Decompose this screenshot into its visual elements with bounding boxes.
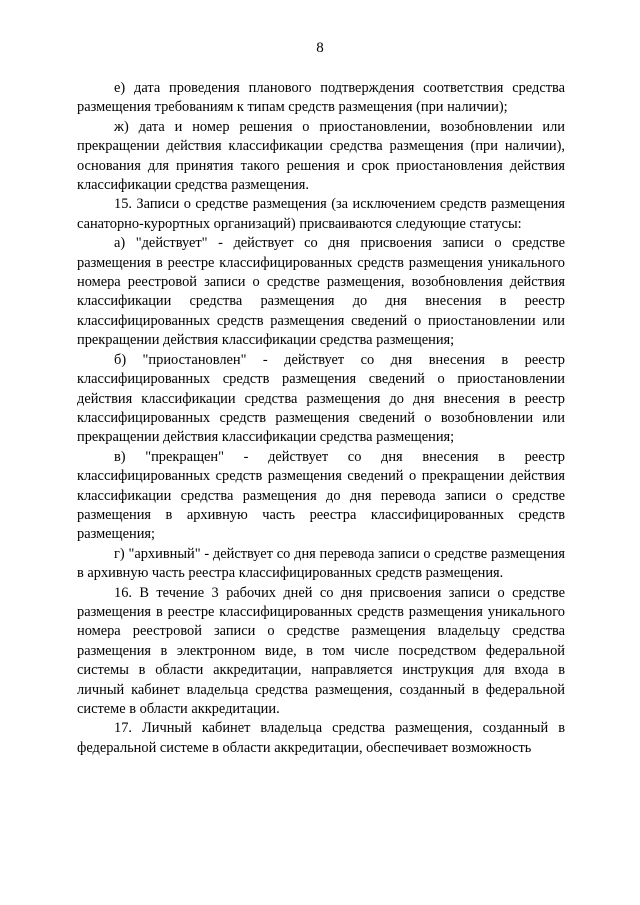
paragraph-clause-17: 17. Личный кабинет владельца средства размещения, созданный в федеральной системе в области аккредитации, обеспечивает возможность [77, 720, 565, 756]
paragraph-clause-16: 16. В течение 3 рабочих дней со дня присвоения записи о средстве размещения в реестре классифицированных средств размещения уникального номера реестровой записи о средстве размещения владельцу средства размещения в электронном виде, в том числе посредством федеральной системы в области аккредитации, направляется инструкция для входа в личный кабинет владельца средства размещения, созданный в федеральной системе в области аккредитации. [77, 584, 565, 717]
paragraph-status-active: а) "действует" - действует со дня присвоения записи о средстве размещения в реестре классифицированных средств размещения уникального номера реестровой записи о средстве размещения, возобновления действия классификации средства размещения до дня внесения в реестр классифицированных средств размещения сведений о приостановлении или прекращении действия классификации средства размещения; [77, 235, 565, 349]
paragraph-item-e: е) дата проведения планового подтверждения соответствия средства размещения требованиям к типам средств размещения (при наличии); [77, 80, 565, 116]
page-number: 8 [316, 40, 324, 56]
paragraph-item-zh: ж) дата и номер решения о приостановлении, возобновлении или прекращении действия классификации средства размещения (при наличии), основания для принятия такого решения и срок приостановления действия классификации средства размещения. [77, 118, 565, 194]
paragraph-clause-15: 15. Записи о средстве размещения (за исключением средств размещения санаторно-курортных организаций) присваиваются следующие статусы: [77, 196, 565, 232]
paragraph-status-archived: г) "архивный" - действует со дня перевода записи о средстве размещения в архивную часть реестра классифицированных средств размещения. [77, 545, 565, 582]
document-body [77, 79, 565, 758]
paragraph-status-suspended: б) "приостановлен" - действует со дня внесения в реестр классифицированных средств размещения сведений о приостановлении действия классификации средства размещения до дня внесения в реестр классифицированных средств размещения сведений о возобновлении или прекращении действия классификации средства размещения; [77, 351, 565, 446]
paragraph-status-terminated: в) "прекращен" - действует со дня внесения в реестр классифицированных средств размещения сведений о прекращении действия классификации средства размещения до дня перевода записи о средстве размещения в архивную часть реестра классифицированных средств размещения; [77, 448, 565, 543]
